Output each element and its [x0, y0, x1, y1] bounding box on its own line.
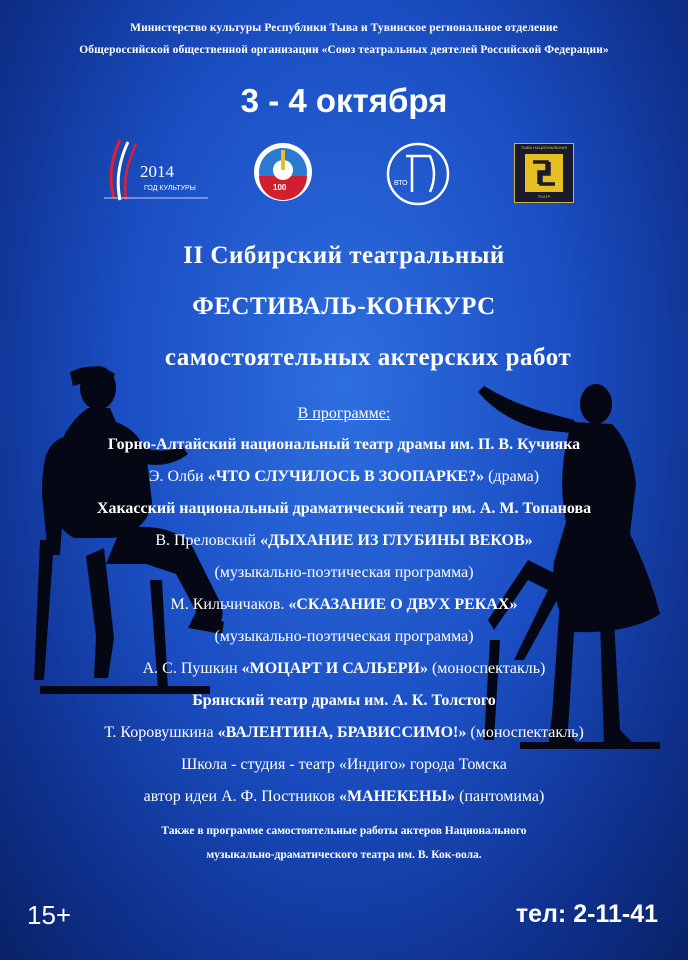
program-item-title: «ВАЛЕНТИНА, БРАВИССИМО!» [217, 724, 467, 741]
program-label: В программе: [297, 405, 391, 422]
age-rating: 15+ [27, 900, 72, 930]
program-item-title: Горно-Алтайский национальный театр драмы им. П. В. Кучияка [107, 436, 581, 453]
program-item [0, 788, 688, 806]
program-item-title: «ЧТО СЛУЧИЛОСЬ В ЗООПАРКЕ?» [207, 468, 485, 485]
theatre-logo-top-text: ТЫВА НАЦИОНАЛЬНАЯ [520, 145, 568, 150]
program-item [0, 596, 688, 614]
program-item-title: Брянский театр драмы им. А. К. Толстого [192, 692, 496, 709]
program-item [0, 564, 688, 582]
program-item-text: (пантомима) [455, 788, 545, 805]
theatre-logo-bottom-text: ТЕАТР [537, 194, 551, 199]
vto-logo [386, 142, 450, 206]
program-item [0, 500, 688, 518]
program-item [0, 628, 688, 646]
phone-number: тел: 2-11-41 [515, 900, 658, 928]
program-item-text: (музыкально-поэтическая программа) [214, 564, 474, 581]
note-line-2: музыкально-драматического театра им. В. Кок-оола. [206, 849, 482, 861]
national-theatre-logo [514, 143, 574, 203]
program-item [0, 692, 688, 710]
program-item [0, 756, 688, 774]
program-item-text: В. Преловский [155, 532, 261, 549]
program-item-text: (моноспектакль) [427, 660, 546, 677]
program-item [0, 724, 688, 742]
program-item [0, 660, 688, 678]
program-item [0, 468, 688, 486]
emblem-number: 100 [273, 183, 287, 192]
note-line-1: Также в программе самостоятельные работы актеров Национального [161, 825, 527, 837]
city-emblem-logo [246, 140, 320, 204]
program-item-text: М. Кильчичаков. [170, 596, 289, 613]
festival-dates: 3 - 4 октября [240, 82, 448, 119]
program-item-title: Хакасский национальный драматический театр им. А. М. Топанова [96, 500, 592, 517]
program-item-title: «МОЦАРТ И САЛЬЕРИ» [241, 660, 428, 677]
logo-caption: ГОД КУЛЬТУРЫ [144, 185, 196, 192]
program-item-title: «ДЫХАНИЕ ИЗ ГЛУБИНЫ ВЕКОВ» [260, 532, 533, 549]
program-item-text: (моноспектакль) [466, 724, 584, 741]
program-item-title: «МАНЕКЕНЫ» [338, 788, 456, 805]
vto-text: ВТО [394, 180, 408, 187]
program-item-text: автор идеи А. Ф. Постников [143, 788, 339, 805]
program-item-text: (музыкально-поэтическая программа) [214, 628, 474, 645]
program-item [0, 532, 688, 550]
program-item [0, 436, 688, 454]
program-item-text: Э. Олби [148, 468, 208, 485]
program-item-text: Школа - студия - театр «Индиго» города Томска [181, 756, 507, 773]
logo-year: 2014 [140, 162, 174, 181]
program-item-text: (драма) [484, 468, 540, 485]
festival-title-line-2: ФЕСТИВАЛЬ-КОНКУРС [192, 293, 496, 320]
organizer-line-2: Общероссийской общественной организации «Союз театральных деятелей Российской Федерации» [79, 44, 609, 56]
year-of-culture-logo [100, 138, 212, 202]
program-item-title: «СКАЗАНИЕ О ДВУХ РЕКАХ» [288, 596, 518, 613]
organizer-line-1: Министерство культуры Республики Тыва и Тувинское региональное отделение [130, 22, 558, 34]
festival-title-line-1: II Сибирский театральный [183, 242, 505, 269]
program-item-text: А. С. Пушкин [142, 660, 242, 677]
festival-title-line-3: самостоятельных актерских работ [164, 344, 572, 371]
program-item-text: Т. Коровушкина [104, 724, 218, 741]
